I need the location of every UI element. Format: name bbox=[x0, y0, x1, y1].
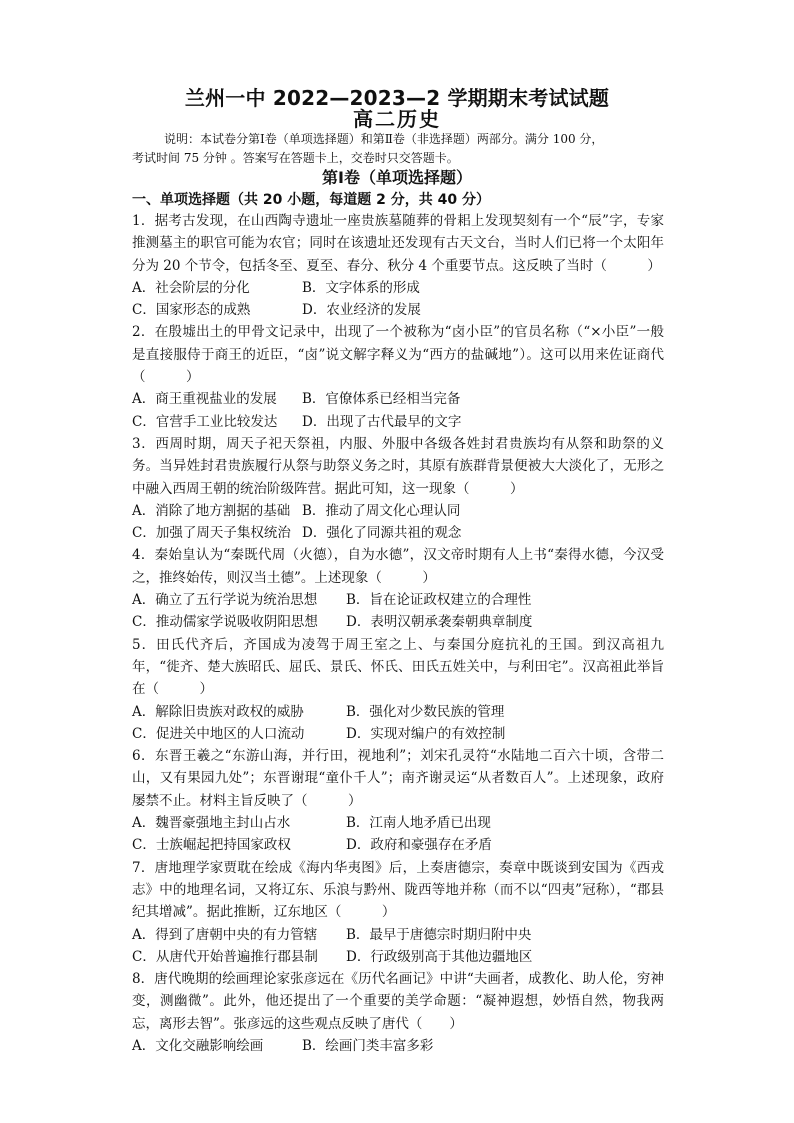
option-b: B．推动了周文化心理认同 bbox=[302, 502, 461, 519]
option-a: A．商王重视盐业的发展 bbox=[132, 391, 277, 408]
option-a: A．解除旧贵族对政权的威胁 bbox=[132, 703, 304, 720]
questions-list bbox=[132, 210, 664, 1057]
option-d: D．政府和豪强存在矛盾 bbox=[346, 837, 492, 854]
question-stem: 8．唐代晚期的绘画理论家张彦远在《历代名画记》中讲“夫画者，成教化、助人伦，穷神变，测幽微”。此外，他还提出了一个重要的美学命题：“凝神遐想，妙悟自然，物我两忘，离形去智”。张彦远的这些观点反映了唐代（ ） bbox=[132, 971, 664, 1032]
option-a: A．确立了五行学说为统治思想 bbox=[132, 592, 318, 609]
question-4 bbox=[132, 544, 664, 633]
option-d: D．实现对编户的有效控制 bbox=[346, 725, 506, 742]
section-title: 一、单项选择题（共 20 小题，每道题 2 分，共 40 分） bbox=[132, 192, 490, 208]
question-stem: 1．据考古发现，在山西陶寺遗址一座贵族墓随葬的骨耜上发现契刻有一个“辰”字，专家推测墓主的职官可能为农官；同时在该遗址还发现有古天文台，当时人们已将一个太阳年分为 20 个节令，包括冬至、夏至、春分、秋分 4 个重要节点。这反映了当时（ ） bbox=[132, 213, 664, 274]
part-1-title: 第Ⅰ卷（单项选择题） bbox=[322, 168, 472, 187]
option-d: D．强化了同源共祖的观念 bbox=[302, 525, 462, 542]
question-5 bbox=[132, 634, 664, 745]
question-stem: 4．秦始皇认为“秦既代周（火德），自为水德”，汉文帝时期有人上书“秦得水德，今汉受之，推终始传，则汉当土德”。上述现象（ ） bbox=[132, 547, 664, 586]
option-c: C．士族崛起把持国家政权 bbox=[132, 837, 291, 854]
exam-subject: 高二历史 bbox=[353, 107, 441, 131]
option-c: C．推动儒家学说吸收阴阳思想 bbox=[132, 614, 318, 631]
option-a: A．社会阶层的分化 bbox=[132, 279, 250, 296]
option-b: B．绘画门类丰富多彩 bbox=[302, 1037, 434, 1054]
option-a: A．得到了唐朝中央的有力管辖 bbox=[132, 926, 318, 943]
question-8 bbox=[132, 968, 664, 1057]
option-d: D．行政级别高于其他边疆地区 bbox=[346, 948, 533, 965]
question-2 bbox=[132, 321, 664, 432]
question-7 bbox=[132, 857, 664, 968]
exam-title: 兰州一中 2022—2023—2 学期期末考试试题 bbox=[184, 86, 610, 110]
option-d: D．出现了古代最早的文字 bbox=[302, 413, 462, 430]
option-c: C．官营手工业比较发达 bbox=[132, 413, 278, 430]
question-1 bbox=[132, 210, 664, 321]
option-a: A．消除了地方割据的基础 bbox=[132, 502, 291, 519]
question-stem: 5．田氏代齐后，齐国成为凌驾于周王室之上、与秦国分庭抗礼的王国。到汉高祖九年，“徙齐、楚大族昭氏、屈氏、景氏、怀氏、田氏五姓关中，与利田宅”。汉高祖此举旨在（ ） bbox=[132, 636, 664, 698]
option-c: C．促进关中地区的人口流动 bbox=[132, 725, 305, 742]
question-6 bbox=[132, 745, 664, 856]
option-a: A．文化交融影响绘画 bbox=[132, 1037, 264, 1054]
option-c: C．国家形态的成熟 bbox=[132, 302, 251, 319]
option-b: B．强化对少数民族的管理 bbox=[346, 703, 505, 720]
option-b: B．文字体系的形成 bbox=[302, 279, 420, 296]
option-c: C．从唐代开始普遍推行郡县制 bbox=[132, 948, 318, 965]
question-stem: 2．在殷墟出土的甲骨文记录中，出现了一个被称为“卤小臣”的官员名称（“×小臣”一般是直接服侍于商王的近臣，“卤”说文解字释义为“西方的盐碱地”）。这可以用来佐证商代（ ） bbox=[132, 324, 664, 386]
option-a: A．魏晋豪强地主封山占水 bbox=[132, 815, 291, 832]
question-stem: 7．唐地理学家贾耽在绘成《海内华夷图》后，上奏唐德宗，奏章中既谈到安国为《西戎志》中的地理名词，又将辽东、乐浪与黔州、陇西等地并称（而不以“四夷”冠称），“郡县纪其增减”。据此推断，辽东地区（ ） bbox=[132, 859, 664, 921]
instructions-line-1: 说明：本试卷分第Ⅰ卷（单项选择题）和第Ⅱ卷（非选择题）两部分。满分 100 分， bbox=[164, 132, 604, 146]
option-b: B．江南人地矛盾已出现 bbox=[346, 815, 491, 832]
question-3 bbox=[132, 433, 664, 544]
option-c: C．加强了周天子集权统治 bbox=[132, 525, 291, 542]
option-b: B．旨在论证政权建立的合理性 bbox=[346, 592, 532, 609]
option-b: B．最早于唐德宗时期归附中央 bbox=[346, 926, 532, 943]
option-d: D．表明汉朝承袭秦朝典章制度 bbox=[346, 614, 533, 631]
question-stem: 6．东晋王羲之“东游山海，并行田，视地利”；刘宋孔灵符“水陆地二百六十顷，含带二山，又有果园九处”；东晋谢琨“童仆千人”；南齐谢灵运“从者数百人”。上述现象，政府屡禁不止。材料主旨反映了（ ） bbox=[132, 748, 664, 809]
question-stem: 3．西周时期，周天子祀天祭祖，内服、外服中各级各姓封君贵族均有从祭和助祭的义务。当异姓封君贵族履行从祭与助祭义务之时，其原有族群背景便被大大淡化了，无形之中融入西周王朝的统治阶级阵营。据此可知，这一现象（ ） bbox=[132, 435, 664, 497]
option-b: B．官僚体系已经相当完备 bbox=[302, 391, 461, 408]
option-d: D．农业经济的发展 bbox=[302, 302, 421, 319]
instructions-line-2: 考试时间 75 分钟 。答案写在答题卡上，交卷时只交答题卡。 bbox=[132, 151, 459, 165]
